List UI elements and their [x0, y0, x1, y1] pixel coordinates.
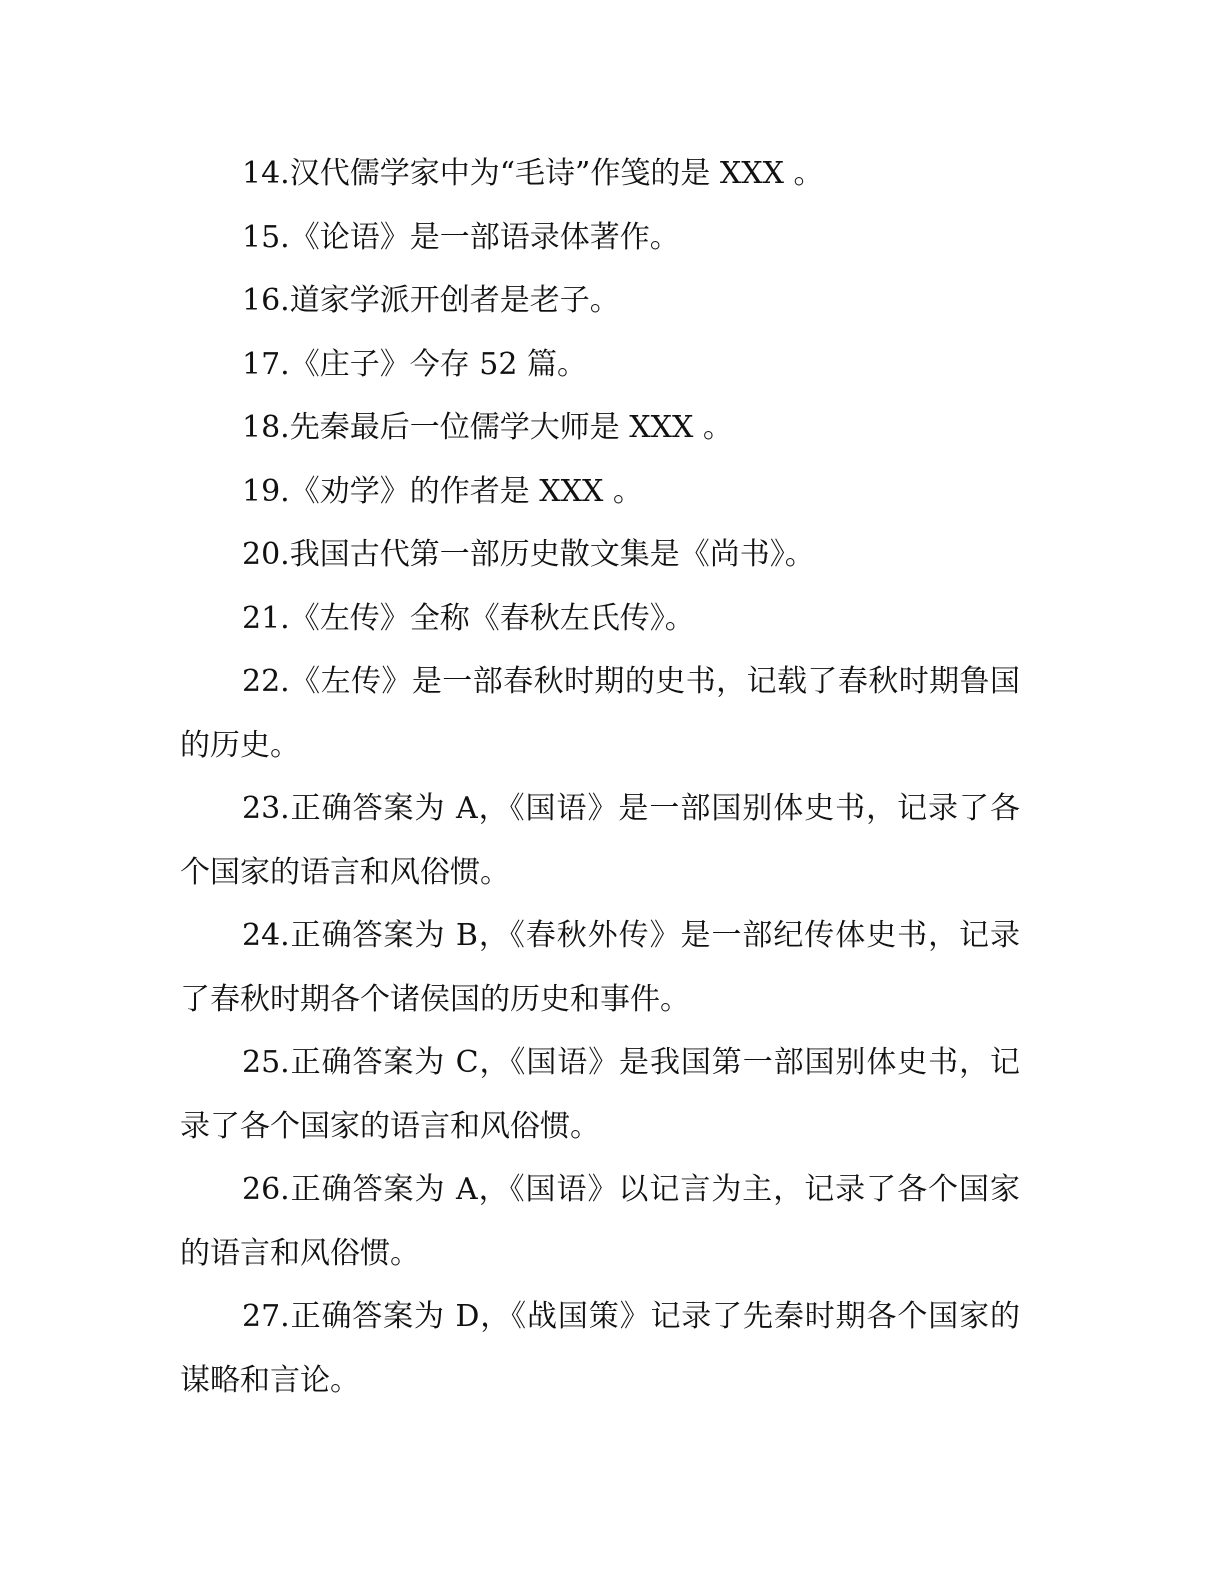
paragraph-17: 17.《庄子》今存 52 篇。	[242, 346, 587, 382]
paragraph-22: 22.《左传》是一部春秋时期的史书，记载了春秋时期鲁国的历史。	[180, 664, 1020, 763]
paragraph-19: 19.《劝学》的作者是 XXX 。	[242, 473, 643, 509]
paragraph-24: 24.正确答案为 B，《春秋外传》是一部纪传体史书，记录了春秋时期各个诸侯国的历史和事件。	[180, 918, 1020, 1017]
paragraph-16: 16.道家学派开创者是老子。	[242, 283, 620, 318]
paragraph-26: 26.正确答案为 A，《国语》以记言为主，记录了各个国家的语言和风俗惯。	[180, 1172, 1020, 1271]
paragraph-20: 20.我国古代第一部历史散文集是《尚书》。	[242, 537, 815, 572]
paragraph-21: 21.《左传》全称《春秋左氏传》。	[242, 600, 695, 636]
paragraph-14: 14.汉代儒学家中为“毛诗”作笺的是 XXX 。	[242, 156, 824, 191]
paragraph-27: 27.正确答案为 D，《战国策》记录了先秦时期各个国家的谋略和言论。	[180, 1299, 1020, 1398]
paragraph-25: 25.正确答案为 C，《国语》是我国第一部国别体史书，记录了各个国家的语言和风俗惯。	[180, 1045, 1020, 1144]
paragraph-15: 15.《论语》是一部语录体著作。	[242, 219, 680, 255]
document-body	[180, 142, 1020, 1412]
paragraph-18: 18.先秦最后一位儒学大师是 XXX 。	[242, 410, 733, 445]
paragraph-23: 23.正确答案为 A，《国语》是一部国别体史书，记录了各个国家的语言和风俗惯。	[180, 791, 1020, 890]
